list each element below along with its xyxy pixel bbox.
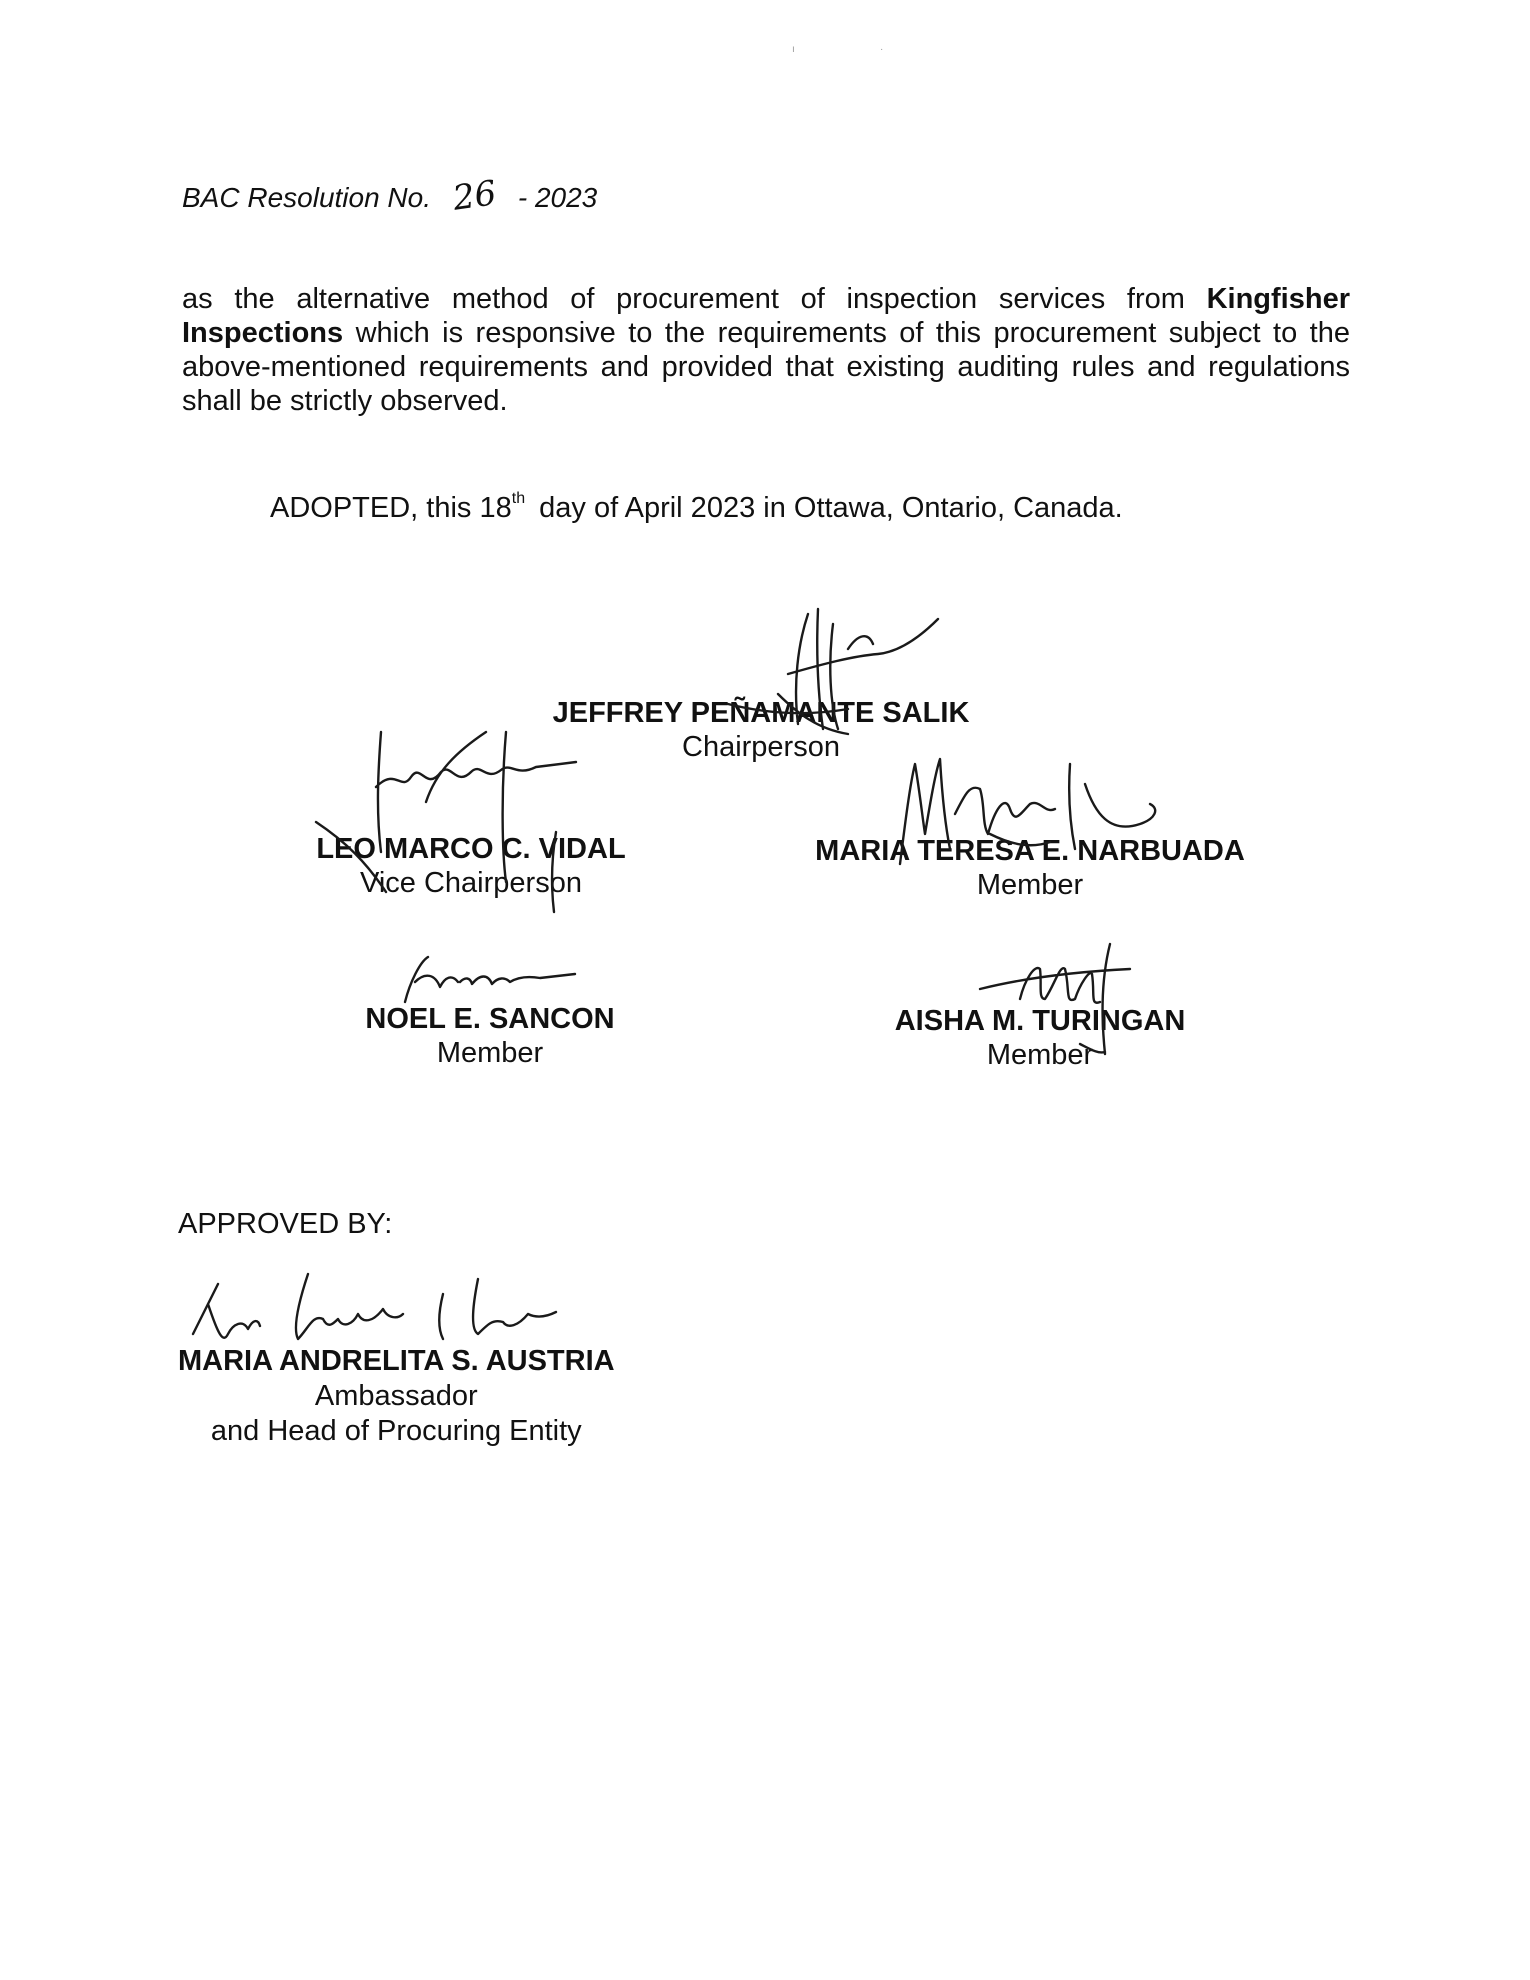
resolution-header — [182, 173, 598, 219]
signature-member-turingan — [980, 944, 990, 954]
resolution-dash: - — [517, 182, 528, 213]
signature-block-vice — [306, 832, 636, 900]
chair-role: Chairperson — [682, 731, 840, 763]
signature-chair — [648, 604, 658, 614]
approved-by-label: APPROVED BY: — [178, 1208, 393, 1240]
member-narbuada-name: MARIA TERESA E. NARBUADA — [815, 835, 1245, 867]
body-part-2: which is responsive to the requirements of this procurement subject to the above-mentioned requirements and provided that existing auditing rules and regulations shall be strictly observed. — [182, 317, 1350, 417]
approver-title-1: Ambassador — [314, 1380, 478, 1412]
scan-mark: ı — [792, 44, 795, 55]
resolution-year: 2023 — [534, 182, 598, 213]
ordinal-suffix: th — [511, 490, 526, 507]
resolution-prefix: BAC Resolution No. — [182, 182, 432, 213]
vice-name: LEO MARCO C. VIDAL — [316, 833, 626, 865]
approver-name: MARIA ANDRELITA S. AUSTRIA — [178, 1345, 615, 1377]
signature-block-member-narbuada — [800, 834, 1260, 902]
approver-block — [178, 1344, 615, 1449]
vice-role: Vice Chairperson — [360, 867, 582, 899]
member-turingan-role: Member — [986, 1039, 1094, 1071]
resolution-body — [182, 282, 1350, 418]
company-name: Kingfisher Inspections — [182, 283, 1350, 349]
signature-member-sancon — [400, 952, 410, 962]
signature-block-member-sancon — [340, 1002, 640, 1070]
member-sancon-role: Member — [436, 1037, 544, 1069]
signature-approver — [188, 1274, 198, 1284]
signature-block-member-turingan — [880, 1004, 1200, 1072]
chair-name: JEFFREY PEÑAMANTE SALIK — [552, 697, 970, 729]
body-part-1: as the alternative method of procurement of inspection services from — [182, 283, 1207, 315]
scan-mark: · — [880, 44, 884, 55]
resolution-number: 26 — [450, 173, 499, 219]
member-sancon-name: NOEL E. SANCON — [365, 1003, 615, 1035]
signature-member-narbuada — [870, 754, 880, 764]
member-turingan-name: AISHA M. TURINGAN — [894, 1005, 1186, 1037]
approver-title-2: and Head of Procuring Entity — [210, 1415, 582, 1447]
member-narbuada-role: Member — [976, 869, 1084, 901]
adopted-line — [270, 490, 1123, 525]
adopted-rest: day of April 2023 in Ottawa, Ontario, Canada. — [539, 492, 1123, 524]
signature-block-chair — [548, 696, 974, 764]
adopted-prefix: ADOPTED, this 18 — [270, 492, 512, 524]
signature-vice — [306, 732, 316, 742]
